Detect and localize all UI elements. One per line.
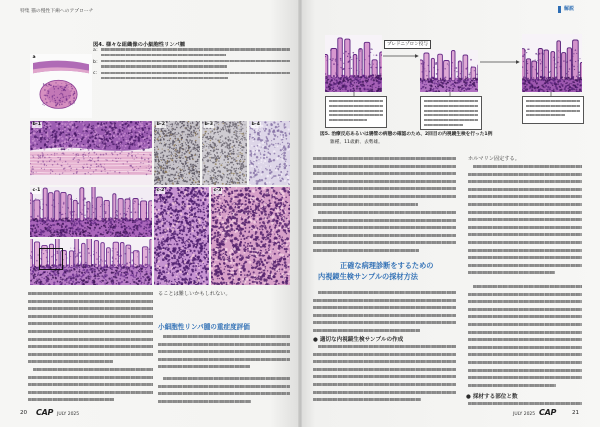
text-line — [318, 345, 456, 348]
text-line — [468, 369, 582, 372]
figure5-finding-box-1 — [325, 96, 387, 128]
finding-text — [424, 100, 478, 126]
right-col2-first-line: ホルマリン固定する。 — [468, 155, 520, 162]
histology-image — [202, 121, 247, 185]
text-line — [158, 350, 290, 353]
histology-image — [211, 187, 290, 285]
page-gutter — [298, 0, 302, 427]
text-line — [313, 391, 456, 394]
text-line — [329, 119, 367, 121]
text-line — [313, 368, 456, 371]
text-line — [424, 124, 463, 126]
issue-date: JULY 2025 — [513, 411, 536, 417]
text-line — [313, 398, 421, 401]
text-line — [101, 60, 290, 62]
text-line — [28, 338, 153, 341]
body-paragraph — [313, 291, 456, 332]
text-line — [424, 110, 478, 112]
text-line — [28, 353, 153, 356]
body-paragraph — [468, 165, 582, 281]
text-line — [526, 100, 580, 102]
text-line — [101, 65, 227, 67]
subheading-sites-and-number: ● 採材する部位と数 — [466, 394, 518, 400]
text-line — [468, 233, 582, 236]
text-line — [101, 54, 226, 56]
text-line — [313, 353, 456, 356]
text-line — [158, 343, 290, 346]
figure5-title: 図5. 治療反応あるいは腸管の病態の確認のため、2回目の内視鏡生検を行った1例 — [320, 132, 493, 137]
figure5-arrows — [320, 33, 582, 103]
text-line — [468, 323, 582, 326]
text-line — [28, 360, 113, 363]
body-paragraph — [313, 345, 456, 405]
left-col2-first-line: ることは難しいかもしれない。 — [158, 290, 231, 297]
text-line — [318, 211, 456, 214]
finding-text — [329, 100, 383, 124]
figure4-panel-b2 — [154, 121, 200, 185]
text-line — [468, 256, 582, 259]
histology-image — [154, 187, 209, 285]
body-paragraph — [158, 335, 290, 374]
text-line — [313, 195, 456, 198]
text-line — [28, 292, 153, 295]
text-line — [424, 105, 478, 107]
text-line — [329, 100, 383, 102]
text-line — [313, 172, 456, 175]
histology-image — [249, 121, 290, 185]
text-line — [468, 180, 582, 183]
body-paragraph — [28, 368, 153, 405]
text-line — [526, 114, 565, 116]
text-line — [313, 249, 419, 252]
section-heading-line1: 正確な病理診断をするための — [340, 261, 434, 270]
text-line — [28, 307, 153, 310]
text-line — [313, 299, 456, 302]
text-line — [28, 391, 153, 394]
page-number-right: 21 — [572, 410, 580, 416]
text-line — [468, 353, 582, 356]
figure5-treatment-label: プレドニゾロン投与 — [384, 40, 431, 49]
text-line — [468, 300, 582, 303]
section-tab: 解説 — [558, 6, 574, 13]
text-line — [28, 398, 114, 401]
magazine-logo: CAP — [539, 408, 557, 417]
text-line — [313, 165, 456, 168]
section-heading-severity: 小細胞性リンパ腫の重症度評価 — [158, 323, 250, 331]
figure4-panel-c1-lowpower — [30, 239, 152, 285]
text-line — [468, 173, 582, 176]
text-line — [424, 100, 478, 102]
text-line — [468, 384, 556, 387]
figure4-panel-c1 — [30, 187, 152, 237]
text-line — [318, 291, 456, 294]
text-line — [101, 48, 290, 50]
histology-image — [154, 121, 200, 185]
text-line — [313, 219, 456, 222]
text-line — [28, 315, 153, 318]
text-line — [468, 188, 582, 191]
text-line — [313, 360, 456, 363]
text-line — [313, 375, 456, 378]
text-line — [158, 385, 290, 388]
figure4-panel-a — [30, 54, 92, 118]
text-line — [158, 365, 250, 368]
text-line — [468, 361, 582, 364]
body-paragraph — [28, 292, 153, 364]
text-line — [158, 358, 290, 361]
text-line — [163, 335, 290, 338]
histology-image — [30, 121, 152, 185]
text-line — [473, 165, 582, 168]
text-line — [313, 306, 456, 309]
text-line — [158, 392, 290, 395]
text-line — [526, 105, 580, 107]
finding-text — [526, 100, 580, 120]
text-line — [468, 226, 582, 229]
figure5-finding-box-2 — [420, 96, 482, 130]
panel-label: b-3 — [204, 121, 213, 127]
figure4-item-label-b: b： — [93, 59, 101, 65]
page-number-left: 20 — [20, 410, 28, 416]
text-line — [468, 203, 582, 206]
text-line — [313, 187, 456, 190]
text-line — [313, 226, 456, 229]
text-line — [468, 195, 582, 198]
figure5-finding-box-3 — [522, 96, 584, 124]
text-line — [313, 234, 456, 237]
text-line — [28, 322, 153, 325]
text-line — [313, 383, 456, 386]
body-paragraph — [158, 377, 290, 405]
panel-label: b-1 — [32, 121, 41, 127]
text-line — [158, 400, 251, 403]
text-line — [163, 377, 290, 380]
text-line — [468, 264, 582, 267]
text-line — [28, 383, 153, 386]
text-line — [313, 321, 456, 324]
body-paragraph — [468, 285, 582, 389]
text-line — [101, 77, 228, 79]
text-line — [468, 249, 582, 252]
figure4-panel-c2 — [154, 187, 209, 285]
histology-image — [30, 54, 92, 118]
text-line — [329, 110, 383, 112]
body-paragraph — [468, 402, 582, 405]
panel-label: c-1 — [32, 187, 41, 193]
text-line — [313, 314, 456, 317]
text-line — [468, 376, 582, 379]
body-paragraph — [313, 157, 456, 209]
text-line — [329, 114, 383, 116]
text-line — [473, 285, 582, 288]
text-line — [468, 338, 582, 341]
text-line — [329, 105, 383, 107]
figure4-item-label-c: c： — [93, 71, 101, 77]
feature-header: 特集 猫の慢性下痢へのアプローチ — [20, 9, 94, 14]
subheading-sample-preparation: ● 適切な内視鏡生検サンプルの作成 — [313, 337, 404, 343]
panel-label: c-2 — [156, 187, 165, 193]
text-line — [468, 271, 555, 274]
text-line — [468, 308, 582, 311]
text-line — [313, 329, 420, 332]
body-paragraph — [313, 211, 456, 255]
text-line — [468, 315, 582, 318]
panel-label: a — [32, 54, 36, 60]
text-line — [468, 241, 582, 244]
issue-date: JULY 2025 — [57, 411, 80, 417]
figure4-item-b-text — [101, 60, 290, 68]
histology-image — [30, 187, 152, 237]
magazine-logo: CAP — [36, 408, 54, 417]
text-line — [28, 376, 153, 379]
text-line — [468, 402, 582, 405]
text-line — [28, 345, 153, 348]
text-line — [424, 119, 478, 121]
text-line — [101, 72, 290, 74]
text-line — [313, 157, 456, 160]
text-line — [28, 300, 153, 303]
text-line — [28, 330, 153, 333]
section-heading-line2: 内視鏡生検サンプルの採材方法 — [318, 271, 418, 281]
figure5-subtitle: 雑種、11歳齢、去勢雄。 — [330, 139, 383, 145]
text-line — [468, 331, 582, 334]
text-line — [526, 110, 580, 112]
figure4-panel-b4 — [249, 121, 290, 185]
text-line — [468, 346, 582, 349]
figure4-panel-b1 — [30, 121, 152, 185]
zoom-inset-box — [39, 248, 63, 270]
panel-label: b-4 — [251, 121, 260, 127]
text-line — [33, 368, 153, 371]
figure4-panel-c3 — [211, 187, 290, 285]
text-line — [313, 241, 456, 244]
text-line — [313, 180, 456, 183]
figure4-title: 図4. 様々な組織像の小細胞性リンパ腫 — [93, 42, 185, 48]
text-line — [424, 114, 478, 116]
text-line — [468, 211, 582, 214]
text-line — [468, 218, 582, 221]
figure4-item-label-a: a： — [93, 48, 101, 53]
panel-label: c-3 — [213, 187, 222, 193]
text-line — [468, 293, 582, 296]
figure4-panel-b3 — [202, 121, 247, 185]
figure4-item-a-text — [101, 48, 290, 56]
panel-label: b-2 — [156, 121, 165, 127]
text-line — [313, 203, 418, 206]
figure4-item-c-text — [101, 72, 290, 80]
